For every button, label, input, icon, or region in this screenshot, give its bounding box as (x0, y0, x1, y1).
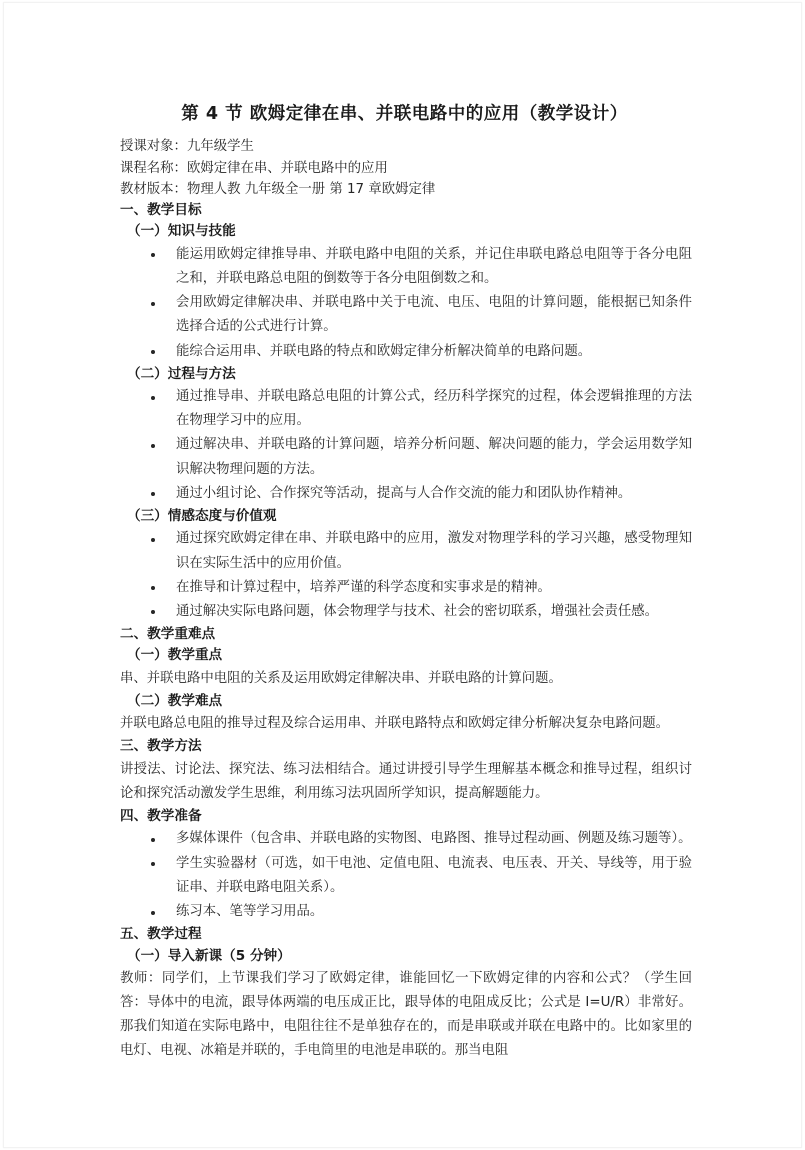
section-key-and-difficult-points (117, 624, 692, 736)
subsection-heading: （二）教学难点 (127, 692, 223, 709)
document-page (3, 2, 802, 1148)
bullet-list (117, 243, 692, 364)
paragraph: 教师：同学们，上节课我们学习了欧姆定律，谁能回忆一下欧姆定律的内容和公式？（学生回答：导体中的电流，跟导体两端的电压成正比，跟导体的电阻成反比；公式是 I=U/R）非常好。那我们知道在实际电路中，电阻往往不是单独存在的，而是串联或并联在电路中的。比如家里的电灯、电视、冰箱是并联的，手电筒里的电池是串联的。那当电阻 (120, 970, 692, 1059)
list-item: 能运用欧姆定律推导串、并联电路中电阻的关系，并记住串联电路总电阻等于各分电阻之和，并联电路总电阻的倒数等于各分电阻倒数之和。 (117, 243, 692, 291)
document-metadata (117, 136, 692, 200)
section-teaching-process (117, 924, 692, 1063)
list-item: 学生实验器材（可选，如干电池、定值电阻、电流表、电压表、开关、导线等，用于验证串、并联电路电阻关系）。 (117, 852, 692, 900)
subsection-heading: （一）导入新课（5 分钟） (127, 947, 291, 964)
list-item: 通过探究欧姆定律在串、并联电路中的应用，激发对物理学科的学习兴趣，感受物理知识在实际生活中的应用价值。 (117, 527, 692, 575)
list-item: 能综合运用串、并联电路的特点和欧姆定律分析解决简单的电路问题。 (117, 340, 692, 364)
meta-textbook-version: 教材版本：物理人教 九年级全一册 第 17 章欧姆定律 (120, 181, 436, 197)
paragraph: 串、并联电路中电阻的关系及运用欧姆定律解决串、并联电路的计算问题。 (120, 670, 562, 686)
section-heading: 五、教学过程 (120, 926, 202, 943)
subsection-heading: （三）情感态度与价值观 (127, 508, 277, 525)
list-item: 通过小组讨论、合作探究等活动，提高与人合作交流的能力和团队协作精神。 (117, 482, 692, 506)
list-item: 通过解决实际电路问题，体会物理学与技术、社会的密切联系，增强社会责任感。 (117, 600, 692, 624)
page-title: 第 4 节 欧姆定律在串、并联电路中的应用（教学设计） (181, 104, 628, 124)
document-body (117, 101, 692, 1064)
section-teaching-methods (117, 736, 692, 806)
section-heading: 三、教学方法 (120, 738, 202, 755)
section-heading: 二、教学重难点 (120, 626, 216, 643)
list-item: 通过推导串、并联电路总电阻的计算公式，经历科学探究的过程，体会逻辑推理的方法在物理学习中的应用。 (117, 385, 692, 433)
section-heading: 一、教学目标 (120, 202, 202, 219)
list-item: 练习本、笔等学习用品。 (117, 900, 692, 924)
list-item: 会用欧姆定律解决串、并联电路中关于电流、电压、电阻的计算问题，能根据已知条件选择合适的公式进行计算。 (117, 291, 692, 339)
bullet-list (117, 827, 692, 924)
section-teaching-objectives (117, 200, 692, 624)
list-item: 通过解决串、并联电路的计算问题，培养分析问题、解决问题的能力，学会运用数学知识解决物理问题的方法。 (117, 433, 692, 481)
list-item: 多媒体课件（包含串、并联电路的实物图、电路图、推导过程动画、例题及练习题等）。 (117, 827, 692, 851)
bullet-list (117, 385, 692, 506)
subsection-heading: （一）教学重点 (127, 647, 223, 664)
section-heading: 四、教学准备 (120, 808, 202, 825)
subsection-heading: （二）过程与方法 (127, 365, 236, 382)
bullet-list (117, 527, 692, 624)
paragraph: 并联电路总电阻的推导过程及综合运用串、并联电路特点和欧姆定律分析解决复杂电路问题。 (120, 716, 670, 732)
meta-course-name: 课程名称：欧姆定律在串、并联电路中的应用 (120, 160, 388, 176)
paragraph: 讲授法、讨论法、探究法、练习法相结合。通过讲授引导学生理解基本概念和推导过程，组织讨论和探究活动激发学生思维，利用练习法巩固所学知识，提高解题能力。 (120, 761, 692, 801)
section-teaching-preparation (117, 806, 692, 924)
list-item: 在推导和计算过程中，培养严谨的科学态度和实事求是的精神。 (117, 576, 692, 600)
meta-audience: 授课对象：九年级学生 (120, 139, 254, 155)
subsection-heading: （一）知识与技能 (127, 223, 236, 240)
